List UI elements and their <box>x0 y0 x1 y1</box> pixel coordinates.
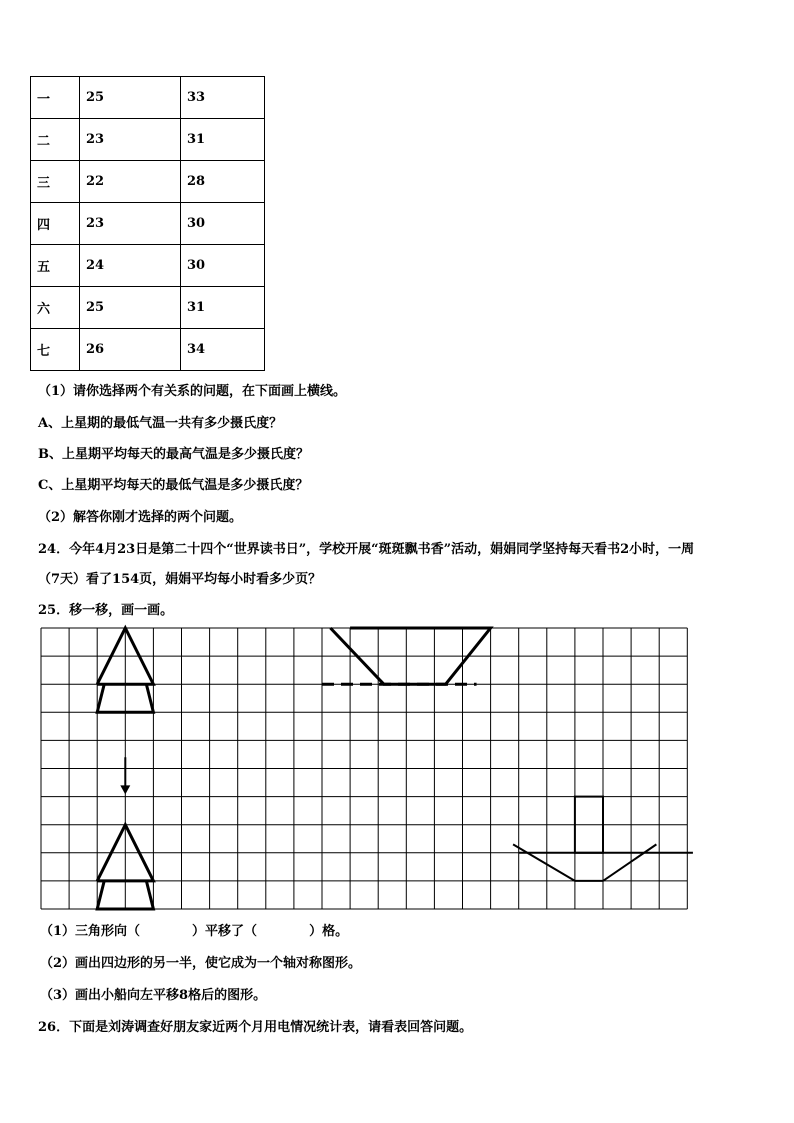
cell-low: 25 <box>80 77 181 119</box>
q23-part1: （1）请你选择两个有关系的问题，在下面画上横线。 <box>38 384 347 399</box>
q24-line1: 24．今年4月23日是第二十四个“世界读书日”，学校开展“斑斑飘书香”活动，娟娟同学坚持每天看书2小时，一周 <box>38 542 695 557</box>
q25-title: 25．移一移，画一画。 <box>38 603 174 618</box>
q25-part1-c: ）格。 <box>309 924 349 939</box>
cell-day: 一 <box>31 77 80 119</box>
q25-part1-a: （1）三角形向（ <box>40 924 141 939</box>
cell-high: 33 <box>181 77 265 119</box>
cell-high: 28 <box>181 161 265 203</box>
boat-hull <box>513 844 656 881</box>
cell-day: 三 <box>31 161 80 203</box>
cell-low: 23 <box>80 203 181 245</box>
q25-part2: （2）画出四边形的另一半，使它成为一个轴对称图形。 <box>40 956 362 971</box>
cell-low: 24 <box>80 245 181 287</box>
cell-day: 二 <box>31 119 80 161</box>
q26-title: 26．下面是刘涛调查好朋友家近两个月用电情况统计表，请看表回答问题。 <box>38 1020 473 1035</box>
cell-day: 五 <box>31 245 80 287</box>
q25-part1-b: ）平移了（ <box>192 924 258 939</box>
cell-high: 30 <box>181 203 265 245</box>
q23-option-a: A、上星期的最低气温一共有多少摄氏度？ <box>38 416 283 431</box>
cell-low: 22 <box>80 161 181 203</box>
arrow-head-icon <box>120 785 130 794</box>
cell-high: 30 <box>181 245 265 287</box>
cell-day: 七 <box>31 329 80 371</box>
q25-part1 <box>40 920 348 939</box>
q24-line2: （7天）看了154页，娟娟平均每小时看多少页？ <box>38 572 322 587</box>
q23-option-b: B、上星期平均每天的最高气温是多少摄氏度？ <box>38 447 309 462</box>
cell-low: 26 <box>80 329 181 371</box>
cell-day: 四 <box>31 203 80 245</box>
q25-part3: （3）画出小船向左平移8格后的图形。 <box>40 988 267 1003</box>
cell-high: 31 <box>181 287 265 329</box>
cell-day: 六 <box>31 287 80 329</box>
cell-low: 23 <box>80 119 181 161</box>
q23-part2: （2）解答你刚才选择的两个问题。 <box>38 510 243 525</box>
cell-low: 25 <box>80 287 181 329</box>
q23-option-c: C、上星期平均每天的最低气温是多少摄氏度？ <box>38 478 309 493</box>
cell-high: 31 <box>181 119 265 161</box>
cell-high: 34 <box>181 329 265 371</box>
grid-lines <box>41 628 687 909</box>
